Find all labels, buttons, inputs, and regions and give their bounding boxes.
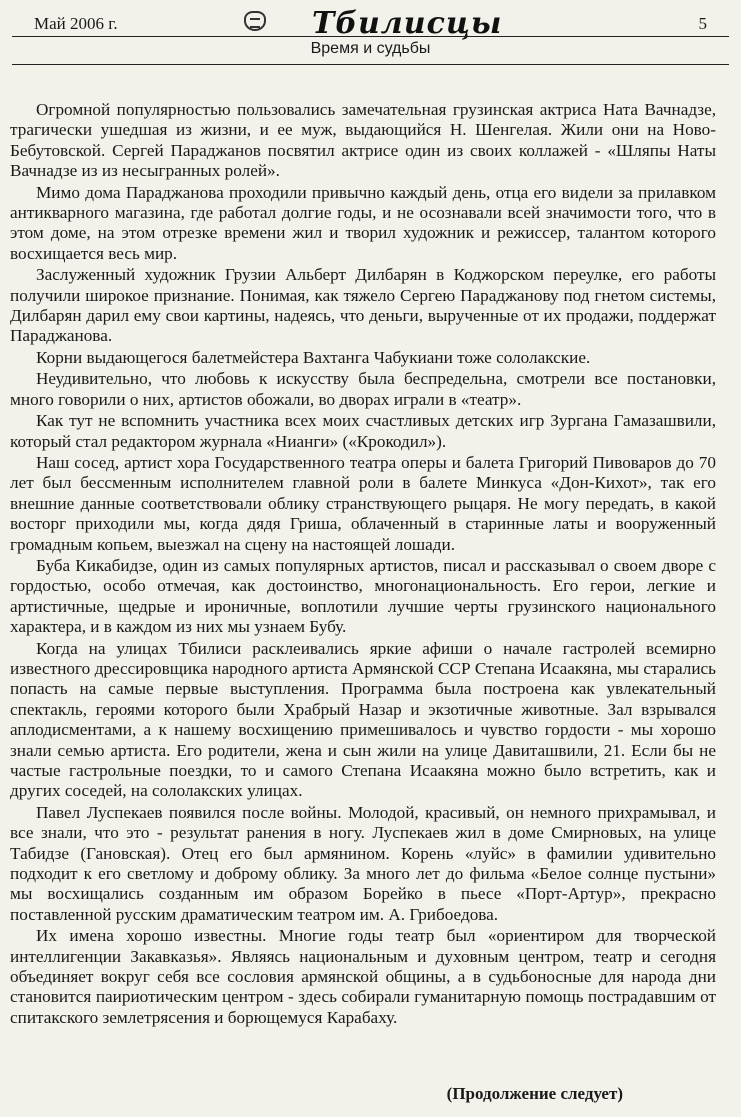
- newspaper-masthead: Тбилисцы: [312, 6, 503, 41]
- issue-date: Май 2006 г.: [34, 14, 118, 33]
- header-rule: [12, 36, 729, 37]
- paragraph: Когда на улицах Тбилиси расклеивались яркие афиши о начале гастролей всемирно известного дрессировщика народного артиста Армянской ССР Степана Исаакяна, мы старались попасть на самые первые выступления. Программа была построена как увлекательный спектакль, героями которого были Храбрый Назар и экзотичные животные. Зал взрывался аплодисментами, а к нашему восхищению примешивалось и чувство гордости - мы хорошо знали семью артиста. Его родители, жена и сын жили на улице Давиташвили, 21. Если бы не частые гастрольные поездки, то и самого Степана Исаакяна можно было встретить, как и других соседей, на сололакских улицах.: [10, 638, 716, 801]
- paragraph: Их имена хорошо известны. Многие годы театр был «ориентиром для творческой интеллигенции Закавказья». Являясь национальным и духовным центром, театр и сегодня объединяет вокруг себя все сословия армянской общины, а в судьбоносные для народа дни становится паириотическим центром - здесь собирали гуманитарную помощь пострадавшим от спитакского землетрясения и борющемуся Карабаху.: [10, 926, 716, 1027]
- paragraph: Мимо дома Параджанова проходили привычно каждый день, отца его видели за прилавком антикварного магазина, где работал долгие годы, и не осознавали всей значимости того, что в этом доме, на этом отрезке времени жил и творил художник и режиссер, талантом которого восхищается весь мир.: [10, 182, 716, 263]
- page-number: 5: [698, 14, 707, 33]
- page-header: [12, 6, 727, 41]
- paragraph: Заслуженный художник Грузии Альберт Дилбарян в Коджорском переулке, его работы получили широкое признание. Понимая, как тяжело Сергею Параджанову под гнетом системы, Дилбарян дарил ему свои картины, надеясь, что деньги, вырученные от их продажи, поддержат Параджанова.: [10, 265, 716, 346]
- paragraph: Корни выдающегося балетмейстера Вахтанга Чабукиани тоже сололакские.: [36, 347, 591, 367]
- section-title: Время и судьбы: [310, 40, 431, 57]
- paragraph: Неудивительно, что любовь к искусству была беспредельна, смотрели все постановки, много говорили о них, артистов обожали, во дворах играли в «театр».: [10, 369, 716, 409]
- paragraph: Буба Кикабидзе, один из самых популярных артистов, писал и рассказывал о своем дворе с гордостью, особо отмечая, как достоинство, многонациональность. Его герои, легкие и артистичные, щедрые и ироничные, воплотили лучшие черты грузинского национального характера, и в каждом из них мы узнаем Бубу.: [10, 555, 716, 637]
- continuation-note: (Продолжение следует): [446, 1084, 623, 1103]
- paragraph: Наш сосед, артист хора Государственного театра оперы и балета Григорий Пивоваров до 70 лет был бессменным исполнителем главной роли в балете Минкуса «Дон-Кихот», так его внешние данные соответствовали облику странствующего рыцаря. Не могу передать, в какой восторг приходили мы, когда дядя Гриша, облаченный в старинные латы и вооруженный громадным копьем, выезжал на сцену на настоящей лошади.: [10, 452, 716, 554]
- paragraph: Павел Луспекаев появился после войны. Молодой, красивый, он немного прихрамывал, и все знали, что это - результат ранения в ногу. Луспекаев жил в доме Смирновых, на улице Табидзе (Гановская). Отец его был армянином. Корень «луйс» в фамилии удивительно подходит к его светлому и доброму облику. За много лет до фильма «Белое солнце пустыни» мы восхищались созданным им образом Борейко в пьесе «Порт-Артур», прекрасно поставленной русским драматическим театром им. А. Грибоедова.: [10, 802, 716, 924]
- paragraph: Как тут не вспомнить участника всех моих счастливых детских игр Зургана Гамазашвили, который стал редактором журнала «Нианги» («Крокодил»).: [10, 411, 716, 451]
- article-body: [10, 100, 716, 1029]
- paragraph: Огромной популярностью пользовались замечательная грузинская актриса Ната Вачнадзе, трагически ушедшая из жизни, и ее муж, выдающийся Н. Шенгелая. Жили они на Ново-Бебутовской. Сергей Параджанов посвятил актрисе один из своих коллажей - «Шляпы Наты Вачнадзе из из несыгранных ролей».: [10, 100, 716, 181]
- section-rule: [12, 64, 729, 65]
- publisher-emblem-icon: [244, 11, 266, 31]
